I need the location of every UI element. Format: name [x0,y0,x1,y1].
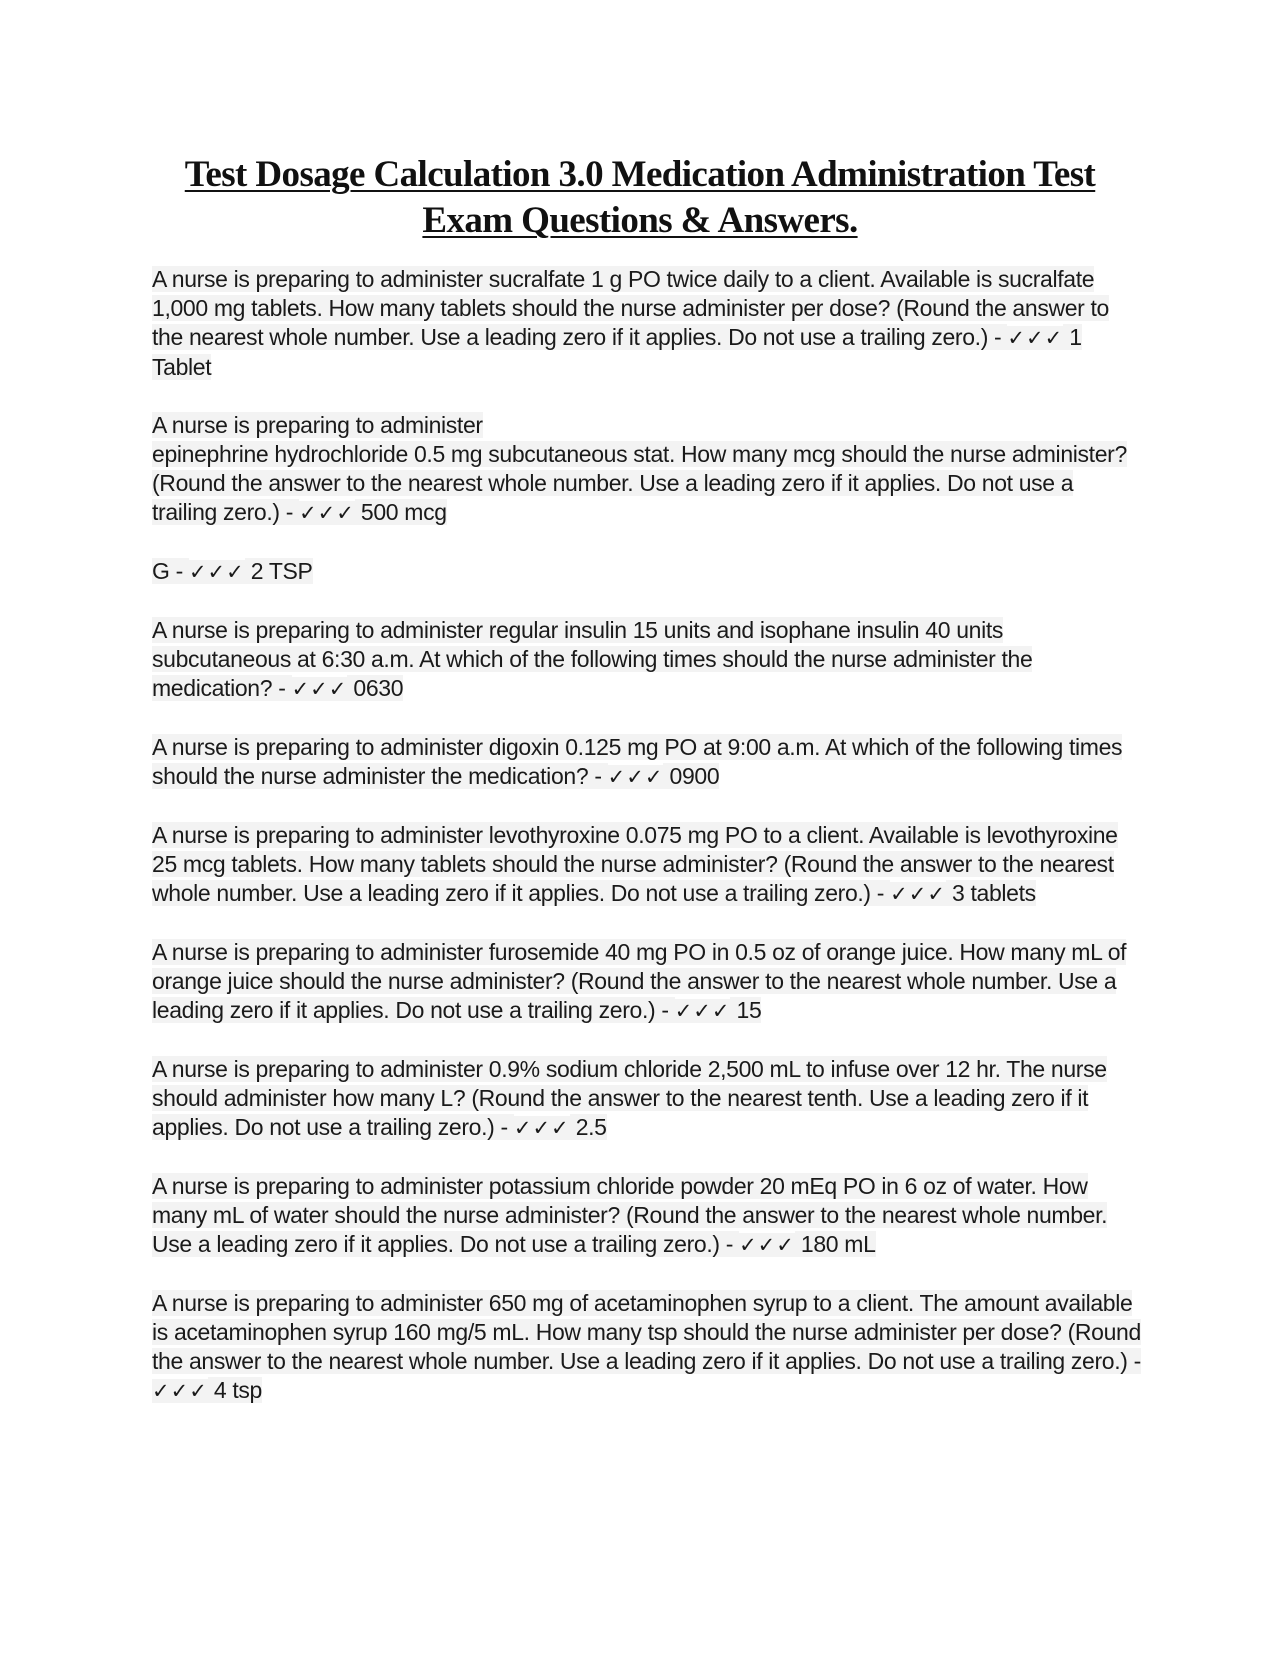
title-line-1: Test Dosage Calculation 3.0 Medication Administration Test [184,154,1096,195]
answer-text: 0630 [353,675,404,701]
checkmark-icons: ✓✓✓ [1007,326,1064,350]
checkmark-icons: ✓✓✓ [152,1379,208,1403]
separator: - [1127,1348,1141,1374]
answer-text: 0900 [669,763,720,789]
answer-space [570,1114,576,1140]
checkmark-icons: ✓✓✓ [513,1116,570,1140]
answer-text: 3 tablets [951,880,1036,906]
answer-text: 4 tsp [213,1377,262,1403]
question-text: A nurse is preparing to administer 0.9% sodium chloride 2,500 mL to infuse over 12 hr. The nurse should administer how many L? (Round the answer to the nearest tenth. Use a leading zero if it applies. Do not use a trailing zero.) [152,1056,1107,1140]
checkmark-icons: ✓✓✓ [674,999,731,1023]
answer-text: 1 Tablet [152,324,1082,380]
qa-item [152,1172,1142,1260]
question-text: A nurse is preparing to administer digoxin 0.125 mg PO at 9:00 a.m. At which of the following times should the nurse administer the medication? [152,734,1123,789]
qa-list [152,265,1142,1435]
checkmark-icons: ✓✓✓ [890,882,946,906]
qa-item [152,821,1142,909]
qa-item [152,733,1142,792]
checkmark-icons: ✓✓✓ [739,1233,795,1257]
question-text: A nurse is preparing to administer sucralfate 1 g PO twice daily to a client. Available is sucralfate 1,000 mg tablets. How many tablets should the nurse administer per dose? (Round the answer to the nearest whole number. Use a leading zero if it applies. Do not use a trailing zero.) [152,266,1110,350]
checkmark-icons: ✓✓✓ [299,501,355,525]
question-text: A nurse is preparing to administer 650 mg of acetaminophen syrup to a client. The amount available is acetaminophen syrup 160 mg/5 mL. How many tsp should the nurse administer per dose? (Round the answer to the nearest whole number. Use a leading zero if it applies. Do not use a trailing zero.) [152,1290,1141,1374]
answer-text: 180 mL [800,1231,876,1257]
title-line-2: Exam Questions & Answers. [422,200,858,241]
answer-text: 15 [736,997,762,1023]
answer-text: 500 mcg [360,499,447,525]
separator: - [494,1114,514,1140]
checkmark-icons: ✓✓✓ [607,765,664,789]
page-title [130,152,1150,244]
question-text: A nurse is preparing to administer potassium chloride powder 20 mEq PO in 6 oz of water. How many mL of water should the nurse administer? (Round the answer to the nearest whole number. Use a leading zero if it applies. Do not use a trailing zero.) [152,1173,1108,1257]
qa-item [152,1289,1142,1406]
question-text: A nurse is preparing to administer regular insulin 15 units and isophane insulin 40 units subcutaneous at 6:30 a.m. At which of the following times should the nurse administer the medication? [152,617,1033,701]
separator: - [279,499,300,525]
question-text: G [152,558,170,584]
question-text: A nurse is preparing to administer epinephrine hydrochloride 0.5 mg subcutaneous stat. How many mcg should the nurse administer? (Round the answer to the nearest whole number. Use a leading zero if it applies. Do not use a trailing zero.) [152,412,1127,525]
answer-space [355,499,361,525]
answer-space [795,1231,801,1257]
question-text: A nurse is preparing to administer levothyroxine 0.075 mg PO to a client. Available is levothyroxine 25 mcg tablets. How many tablets should the nurse administer? (Round the answer to the nearest whole number. Use a leading zero if it applies. Do not use a trailing zero.) [152,822,1118,906]
answer-space [730,997,736,1023]
answer-text: 2.5 [575,1114,607,1140]
qa-item [152,616,1142,704]
checkmark-icons: ✓✓✓ [188,560,245,584]
answer-space [663,763,669,789]
checkmark-icons: ✓✓✓ [291,677,348,701]
separator: - [655,997,675,1023]
question-text: A nurse is preparing to administer furosemide 40 mg PO in 0.5 oz of orange juice. How many mL of orange juice should the nurse administer? (Round the answer to the nearest whole number. Use a leading zero if it applies. Do not use a trailing zero.) [152,939,1127,1023]
separator: - [588,763,608,789]
answer-text: 2 TSP [250,558,313,584]
separator: - [870,880,891,906]
qa-item [152,265,1142,382]
answer-space [245,558,251,584]
separator: - [988,324,1008,350]
qa-item [152,938,1142,1026]
answer-space [208,1377,214,1403]
qa-item [152,1055,1142,1143]
separator: - [169,558,189,584]
qa-item [152,411,1142,528]
separator: - [272,675,292,701]
qa-item [152,557,1142,587]
separator: - [719,1231,740,1257]
